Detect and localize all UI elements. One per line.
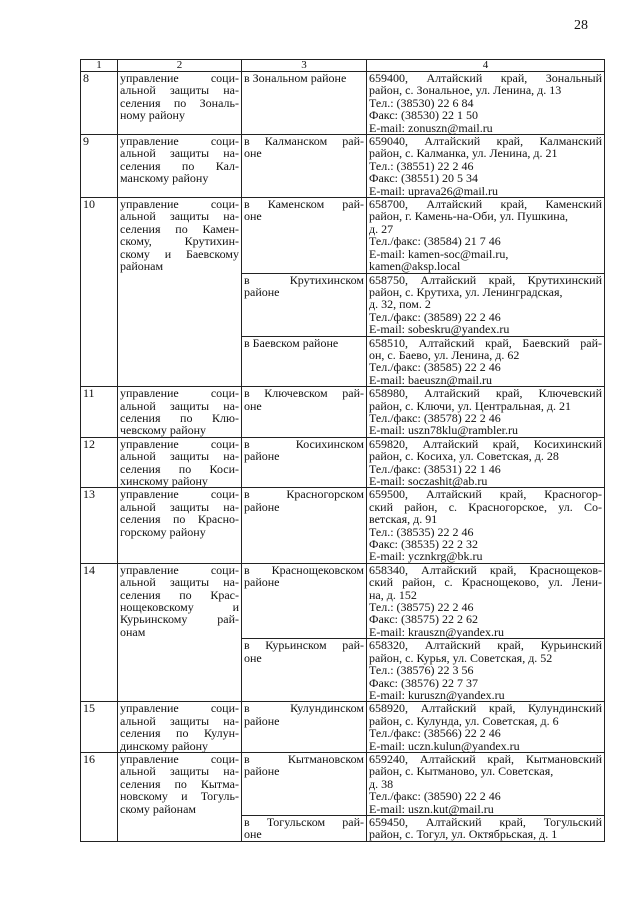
district-cell <box>242 387 367 438</box>
district-cell <box>242 639 367 702</box>
cell-line: он, с. Баево, ул. Ленина, д. 62 <box>369 347 520 362</box>
cell-line: E-mail: uczn.kulun@yandex.ru <box>369 738 520 753</box>
cell-line: район, с. Крутиха, ул. Ленинградская, <box>369 284 563 299</box>
contact-cell <box>367 639 605 702</box>
district-cell <box>242 488 367 563</box>
district-cell <box>242 135 367 198</box>
cell-line: 659040, Алтайский край, Калманский <box>369 134 602 149</box>
cell-line: онам <box>120 624 146 639</box>
contact-cell <box>367 437 605 488</box>
row-number: 10 <box>81 198 118 387</box>
cell-line: район, с. Курья, ул. Советская, д. 52 <box>369 650 553 665</box>
table-row <box>81 488 605 563</box>
district-cell <box>242 72 367 135</box>
cell-line: альной защиты на- <box>120 398 239 413</box>
cell-line: Тел.: (38535) 22 2 46 <box>369 524 474 539</box>
contact-cell <box>367 752 605 815</box>
cell-line: в Ключевском рай- <box>244 386 364 401</box>
contact-cell <box>367 336 605 387</box>
cell-line: селения по Кытма- <box>120 776 239 791</box>
cell-line: 658320, Алтайский край, Курьинский <box>369 638 602 653</box>
cell-line: ветская, д. 91 <box>369 512 438 527</box>
district-cell <box>242 273 367 336</box>
cell-line: Тел./факс: (38566) 22 2 46 <box>369 726 501 741</box>
cell-line: 658920, Алтайский край, Кулундинский <box>369 701 602 716</box>
department-cell <box>118 563 242 701</box>
contact-cell <box>367 815 605 841</box>
cell-line: альной защиты на- <box>120 575 239 590</box>
cell-line: 658750, Алтайский край, Крутихинский <box>369 272 602 287</box>
cell-line: Факс: (38530) 22 1 50 <box>369 108 478 123</box>
cell-line: управление соци- <box>120 436 239 451</box>
cell-line: Тел.: (38575) 22 2 46 <box>369 600 474 615</box>
table-body <box>81 72 605 842</box>
cell-line: Тел./факс: (38590) 22 2 46 <box>369 789 501 804</box>
cell-line: в Кытмановском <box>244 751 364 766</box>
district-cell <box>242 437 367 488</box>
cell-line: альной защиты на- <box>120 83 239 98</box>
department-cell <box>118 752 242 841</box>
contact-cell <box>367 135 605 198</box>
table-row <box>81 72 605 135</box>
cell-line: оне <box>244 209 262 224</box>
contact-cell <box>367 702 605 753</box>
cell-line: селения по Коси- <box>120 461 239 476</box>
cell-line: район, с. Ключи, ул. Центральная, д. 21 <box>369 398 571 413</box>
cell-line: 658700, Алтайский край, Каменский <box>369 197 602 212</box>
district-cell <box>242 198 367 273</box>
cell-line: район, г. Камень-на-Оби, ул. Пушкина, <box>369 209 569 224</box>
department-cell <box>118 387 242 438</box>
cell-line: Факс: (38576) 22 7 37 <box>369 675 478 690</box>
cell-line: E-mail: soczashit@ab.ru <box>369 474 488 488</box>
cell-line: 659400, Алтайский край, Зональный <box>369 71 602 85</box>
cell-line: альной защиты на- <box>120 449 239 464</box>
cell-line: селения по Клю- <box>120 410 239 425</box>
cell-line: скому районам <box>120 801 197 816</box>
registry-table <box>80 59 605 842</box>
district-cell <box>242 702 367 753</box>
cell-line: селения по Крас- <box>120 587 239 602</box>
row-number: 9 <box>81 135 118 198</box>
cell-line: E-mail: uszn78klu@rambler.ru <box>369 423 519 438</box>
row-number: 11 <box>81 387 118 438</box>
cell-line: Тел.: (38551) 22 2 46 <box>369 158 474 173</box>
table-row <box>81 198 605 273</box>
cell-line: в Красногорском <box>244 487 364 502</box>
cell-line: управление соци- <box>120 751 239 766</box>
cell-line: 658510, Алтайский край, Баевский рай- <box>369 335 602 350</box>
department-cell <box>118 437 242 488</box>
cell-line: kamen@aksp.local <box>369 259 461 274</box>
district-cell <box>242 752 367 815</box>
cell-line: скому и Баевскому <box>120 246 239 261</box>
cell-line: в Тогульском рай- <box>244 814 364 829</box>
cell-line: E-mail: uszn.kut@mail.ru <box>369 801 494 816</box>
cell-line: горскому району <box>120 524 206 539</box>
cell-line: управление соци- <box>120 487 239 502</box>
column-header: 2 <box>118 60 242 72</box>
cell-line: районе <box>244 575 280 590</box>
cell-line: оне <box>244 650 262 665</box>
row-number: 15 <box>81 702 118 753</box>
row-number: 14 <box>81 563 118 701</box>
cell-line: альной защиты на- <box>120 713 239 728</box>
cell-line: E-mail: ycznkrg@bk.ru <box>369 549 483 564</box>
cell-line: управление соци- <box>120 134 239 149</box>
cell-line: районе <box>244 499 280 514</box>
cell-line: управление соци- <box>120 386 239 401</box>
column-header: 4 <box>367 60 605 72</box>
cell-line: районам <box>120 259 164 274</box>
row-number: 12 <box>81 437 118 488</box>
table-row <box>81 702 605 753</box>
cell-line: манскому району <box>120 171 209 186</box>
cell-line: район, с. Зональное, ул. Ленина, д. 13 <box>369 83 562 98</box>
cell-line: 658340, Алтайский край, Краснощеков- <box>369 562 602 577</box>
cell-line: новскому и Тогуль- <box>120 789 239 804</box>
cell-line: Тел./факс: (38585) 22 2 46 <box>369 360 501 375</box>
cell-line: в Крутихинском <box>244 272 364 287</box>
cell-line: оне <box>244 146 262 161</box>
cell-line: нощековскому и <box>120 600 239 615</box>
cell-line: район, с. Калманка, ул. Ленина, д. 21 <box>369 146 558 161</box>
cell-line: районе <box>244 713 280 728</box>
cell-line: селения по Зональ- <box>120 95 239 110</box>
department-cell <box>118 135 242 198</box>
page-number: 28 <box>574 18 588 33</box>
contact-cell <box>367 387 605 438</box>
column-header: 1 <box>81 60 118 72</box>
cell-line: оне <box>244 398 262 413</box>
district-cell <box>242 563 367 638</box>
cell-line: динскому району <box>120 738 209 753</box>
cell-line: альной защиты на- <box>120 764 239 779</box>
cell-line: E-mail: sobeskru@yandex.ru <box>369 322 510 337</box>
cell-line: E-mail: krauszn@yandex.ru <box>369 624 505 639</box>
cell-line: район, с. Кытманово, ул. Советская, <box>369 764 554 779</box>
cell-line: E-mail: kuruszn@yandex.ru <box>369 687 505 702</box>
row-number: 16 <box>81 752 118 841</box>
contact-cell <box>367 198 605 273</box>
cell-line: управление соци- <box>120 562 239 577</box>
table-row <box>81 387 605 438</box>
district-cell <box>242 815 367 841</box>
cell-line: альной защиты на- <box>120 146 239 161</box>
district-cell <box>242 336 367 387</box>
table-row <box>81 437 605 488</box>
cell-line: ский район, с. Красногорское, ул. Со- <box>369 499 602 514</box>
cell-line: Факс: (38575) 22 2 62 <box>369 612 478 627</box>
contact-cell <box>367 273 605 336</box>
department-cell <box>118 488 242 563</box>
table-header-row <box>81 60 605 72</box>
cell-line: Тел./факс: (38584) 21 7 46 <box>369 234 501 249</box>
cell-line: районе <box>244 449 280 464</box>
cell-line: д. 32, пом. 2 <box>369 297 431 312</box>
cell-line: д. 38 <box>369 776 394 791</box>
cell-line: E-mail: uprava26@mail.ru <box>369 183 499 198</box>
cell-line: Тел.: (38530) 22 6 84 <box>369 95 474 110</box>
table-row <box>81 135 605 198</box>
cell-line: Курьинскому рай- <box>120 612 239 627</box>
cell-line: управление соци- <box>120 71 239 85</box>
row-number: 8 <box>81 72 118 135</box>
cell-line: 659240, Алтайский край, Кытмановский <box>369 751 602 766</box>
cell-line: в Косихинском <box>244 436 364 451</box>
cell-line: Тел./факс: (38578) 22 2 46 <box>369 410 501 425</box>
cell-line: управление соци- <box>120 197 239 212</box>
cell-line: в Баевском районе <box>244 335 339 350</box>
cell-line: ному району <box>120 108 185 123</box>
cell-line: хинскому району <box>120 474 208 488</box>
contact-cell <box>367 488 605 563</box>
cell-line: альной защиты на- <box>120 499 239 514</box>
cell-line: 659820, Алтайский край, Косихинский <box>369 436 602 451</box>
cell-line: район, с. Кулунда, ул. Советская, д. 6 <box>369 713 559 728</box>
cell-line: чевскому району <box>120 423 207 438</box>
cell-line: селения по Красно- <box>120 512 239 527</box>
cell-line: район, с. Косиха, ул. Советская, д. 28 <box>369 449 559 464</box>
cell-line: 659500, Алтайский край, Красногор- <box>369 487 602 502</box>
cell-line: районе <box>244 284 280 299</box>
department-cell <box>118 198 242 387</box>
contact-cell <box>367 563 605 638</box>
cell-line: 658980, Алтайский край, Ключевский <box>369 386 602 401</box>
table-row <box>81 563 605 638</box>
cell-line: в Краснощековском <box>244 562 364 577</box>
cell-line: Тел./факс: (38531) 22 1 46 <box>369 461 501 476</box>
column-header: 3 <box>242 60 367 72</box>
cell-line: E-mail: zonuszn@mail.ru <box>369 120 493 135</box>
cell-line: ский район, с. Краснощеково, ул. Лени- <box>369 575 602 590</box>
cell-line: в Кулундинском <box>244 701 364 716</box>
cell-line: скому, Крутихин- <box>120 234 239 249</box>
cell-line: Факс: (38551) 20 5 34 <box>369 171 478 186</box>
cell-line: селения по Кулун- <box>120 726 239 741</box>
cell-line: в Курьинском рай- <box>244 638 364 653</box>
cell-line: район, с. Тогул, ул. Октябрьская, д. 1 <box>369 827 558 842</box>
contact-cell <box>367 72 605 135</box>
cell-line: Факс: (38535) 22 2 32 <box>369 537 478 552</box>
cell-line: Тел.: (38576) 22 3 56 <box>369 663 474 678</box>
cell-line: на, д. 152 <box>369 587 417 602</box>
cell-line: районе <box>244 764 280 779</box>
cell-line: в Каменском рай- <box>244 197 364 212</box>
department-cell <box>118 702 242 753</box>
department-cell <box>118 72 242 135</box>
cell-line: в Калманском рай- <box>244 134 364 149</box>
cell-line: в Зональном районе <box>244 71 347 85</box>
cell-line: оне <box>244 827 262 842</box>
cell-line: Тел./факс: (38589) 22 2 46 <box>369 309 501 324</box>
cell-line: селения по Кал- <box>120 158 239 173</box>
cell-line: E-mail: baeuszn@mail.ru <box>369 372 493 387</box>
cell-line: E-mail: kamen-soc@mail.ru, <box>369 246 509 261</box>
cell-line: селения по Камен- <box>120 221 239 236</box>
table-row <box>81 752 605 815</box>
cell-line: 659450, Алтайский край, Тогульский <box>369 814 602 829</box>
cell-line: управление соци- <box>120 701 239 716</box>
cell-line: д. 27 <box>369 221 394 236</box>
row-number: 13 <box>81 488 118 563</box>
cell-line: альной защиты на- <box>120 209 239 224</box>
